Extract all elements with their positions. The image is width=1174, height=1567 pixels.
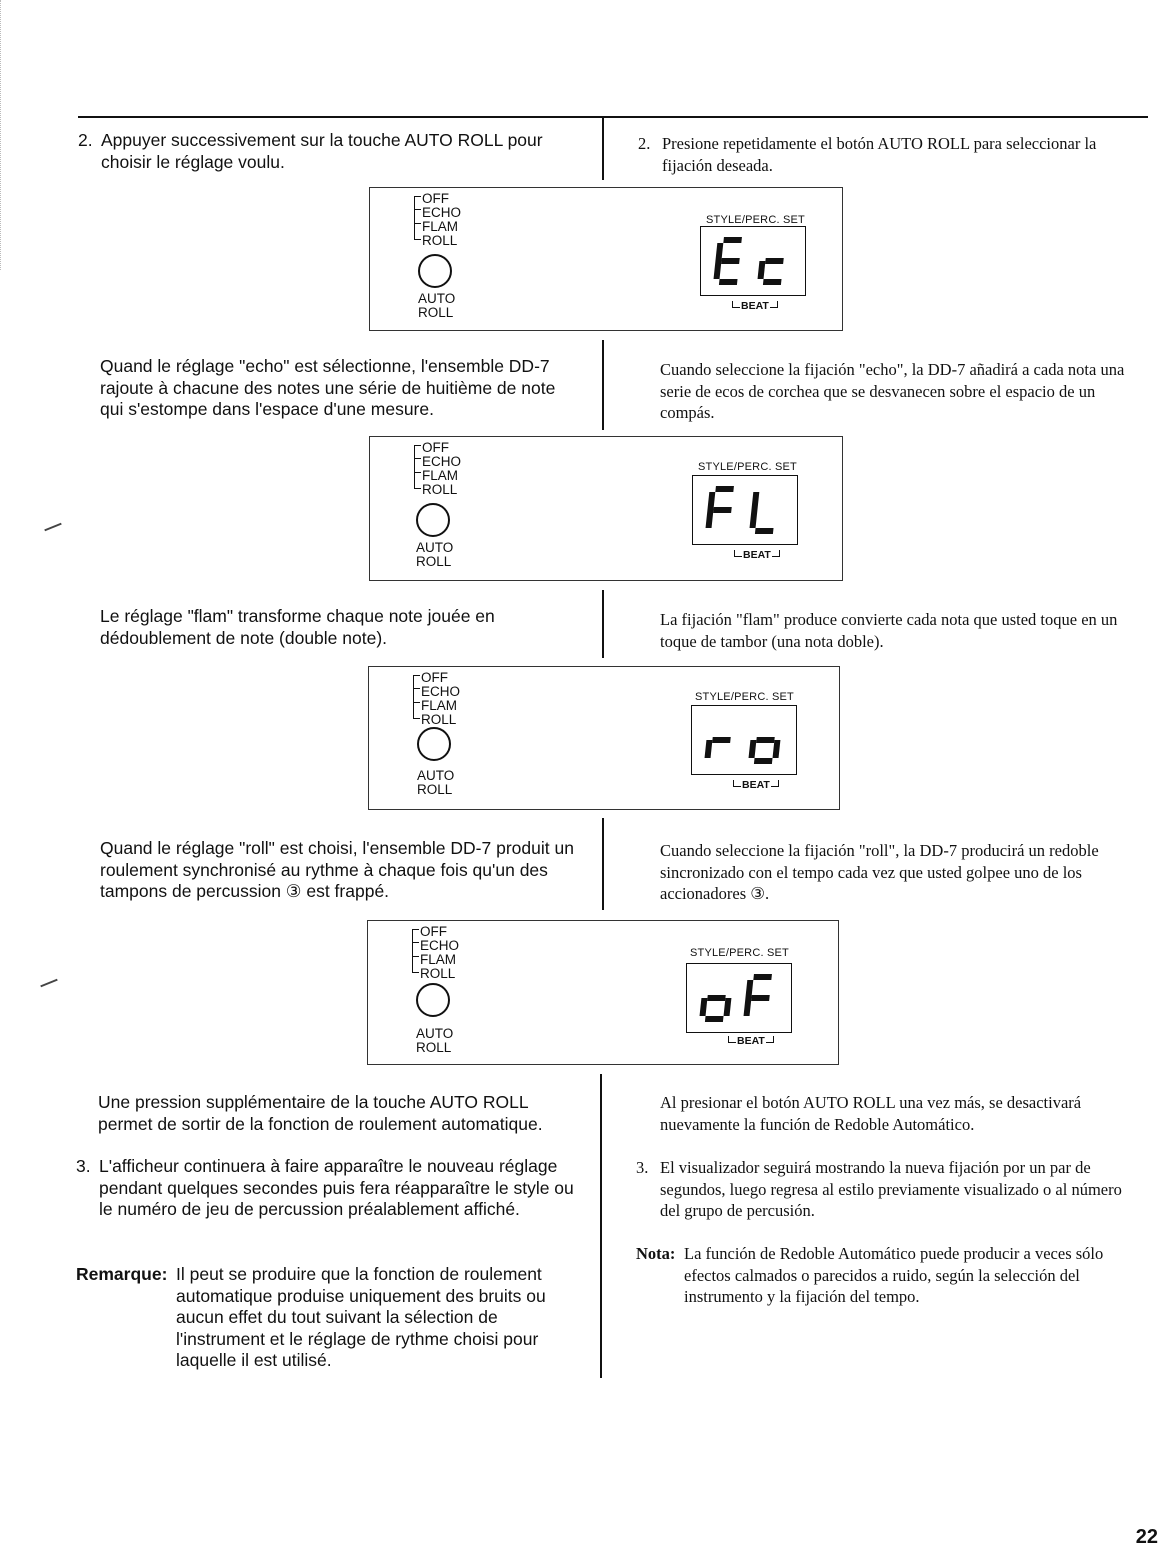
- option-off: OFF: [420, 924, 447, 939]
- selector-bracket: [414, 196, 421, 240]
- lcd-segment: [753, 974, 772, 980]
- lcd-digits: [701, 227, 805, 295]
- option-off: OFF: [422, 440, 449, 455]
- lcd-digit-group: [704, 737, 781, 764]
- lcd-segment: [705, 1016, 724, 1022]
- lcd-display: [692, 475, 798, 545]
- lcd-digits: [687, 964, 791, 1032]
- lcd-title: STYLE/PERC. SET: [695, 691, 794, 703]
- fr-remarque-label: Remarque:: [76, 1264, 168, 1284]
- lcd-segment: [765, 258, 784, 264]
- fr-off-paragraph: Une pression supplémentaire de la touche AUTO ROLL permet de sortir de la fonction de roulement automatique.: [98, 1092, 543, 1134]
- option-list: [422, 192, 461, 248]
- knob-label-roll: ROLL: [416, 554, 452, 569]
- auto-roll-diagram-off: [367, 920, 839, 1065]
- knob-label: [418, 291, 456, 320]
- lcd-digits: [693, 476, 797, 544]
- knob-label-roll: ROLL: [417, 782, 453, 797]
- option-off: OFF: [421, 670, 448, 685]
- column-divider: [602, 118, 604, 180]
- lcd-segment: [749, 740, 757, 758]
- lcd-segment: [706, 510, 714, 528]
- lcd-digit-group: [705, 486, 778, 534]
- scan-speck: [40, 979, 57, 988]
- fr-step-2: [78, 130, 578, 173]
- auto-roll-diagram-echo: [369, 187, 843, 331]
- lcd-segment: [751, 492, 759, 510]
- fr-step-3-text: L'afficheur continuera à faire apparaître le nouveau réglage pendant quelques secondes puis fera réapparaître le style ou le numéro de jeu de percussion préalablement affiché.: [99, 1156, 574, 1219]
- selector-bracket: [412, 929, 419, 973]
- knob-label-roll: ROLL: [416, 1040, 452, 1055]
- top-rule: [78, 116, 1148, 118]
- fr-step-2-number: 2.: [78, 130, 93, 150]
- option-roll: ROLL: [422, 233, 458, 248]
- lcd-title: STYLE/PERC. SET: [706, 214, 805, 226]
- scan-edge-artifact: [0, 0, 13, 270]
- option-list: [420, 925, 459, 981]
- lcd-digit-group: [713, 237, 786, 285]
- option-echo: ECHO: [422, 454, 462, 469]
- option-roll: ROLL: [422, 482, 458, 497]
- beat-label: BEAT: [733, 779, 779, 791]
- fr-step-3: [76, 1156, 576, 1221]
- column-divider: [602, 590, 604, 658]
- page-number: 22: [1135, 1526, 1158, 1548]
- es-step-3-text: El visualizador seguirá mostrando la nueva fijación por un par de segundos, luego regresa al estilo previamente visualizado o al número del grupo de percusión.: [660, 1158, 1122, 1220]
- lcd-segment: [744, 998, 752, 1016]
- scan-speck: [44, 523, 61, 532]
- auto-roll-knob[interactable]: [418, 254, 452, 288]
- es-nota: [636, 1243, 1136, 1308]
- knob-label-auto: AUTO: [418, 291, 456, 306]
- column-divider: [602, 818, 604, 910]
- option-echo: ECHO: [421, 684, 461, 699]
- beat-label: BEAT: [734, 549, 780, 561]
- lcd-segment: [700, 998, 708, 1016]
- lcd-digit-group: [699, 974, 772, 1022]
- lcd-segment: [723, 237, 742, 243]
- knob-label-auto: AUTO: [416, 540, 454, 555]
- lcd-segment: [713, 507, 732, 513]
- lcd-display: [700, 226, 806, 296]
- lcd-segment: [754, 758, 773, 764]
- option-roll: ROLL: [421, 712, 457, 727]
- lcd-title: STYLE/PERC. SET: [690, 947, 789, 959]
- es-nota-text: La función de Redoble Automático puede producir a veces sólo efectos calmados o parecidos a ruido, según la selección del instrumento y la fijación del tempo.: [684, 1244, 1104, 1306]
- lcd-display: [686, 963, 792, 1033]
- lcd-segment: [712, 737, 731, 743]
- auto-roll-knob[interactable]: [416, 503, 450, 537]
- knob-label: [416, 540, 454, 569]
- es-step-2-number: 2.: [638, 134, 651, 153]
- auto-roll-knob[interactable]: [417, 727, 451, 761]
- knob-label-auto: AUTO: [417, 768, 455, 783]
- knob-label: [416, 1026, 454, 1055]
- knob-label-roll: ROLL: [418, 305, 454, 320]
- lcd-segment: [705, 740, 713, 758]
- fr-remarque-text: Il peut se produire que la fonction de roulement automatique produise uniquement des bruits ou aucun effet du tout suivant la sélection de l'instrument et le réglage de rythme choisi pour laquelle il est utilisé.: [176, 1264, 546, 1370]
- column-divider: [600, 1074, 602, 1378]
- selector-bracket: [413, 675, 420, 719]
- es-off-paragraph: Al presionar el botón AUTO ROLL una vez más, se desactivará nuevamente la función de Redoble Automático.: [660, 1093, 1082, 1134]
- es-step-3: [636, 1157, 1136, 1222]
- lcd-segment: [751, 995, 770, 1001]
- fr-echo-paragraph: Quand le réglage "echo" est sélectionne, l'ensemble DD-7 rajoute à chacune des notes une série de huitième de note qui s'estompe dans l'espace d'une mesure.: [100, 356, 556, 419]
- lcd-segment: [707, 995, 726, 1001]
- fr-flam-paragraph: Le réglage "flam" transforme chaque note jouée en dédoublement de note (double note).: [100, 606, 495, 648]
- option-list: [421, 671, 460, 727]
- lcd-title: STYLE/PERC. SET: [698, 461, 797, 473]
- lcd-segment: [750, 510, 758, 528]
- option-flam: FLAM: [422, 468, 459, 483]
- fr-roll-paragraph: Quand le réglage "roll" est choisi, l'ensemble DD-7 produit un roulement synchronisé au rythme à chaque fois qu'un des tampons de percussion ③ est frappé.: [100, 838, 574, 901]
- beat-label: BEAT: [732, 300, 778, 312]
- option-echo: ECHO: [420, 938, 460, 953]
- lcd-display: [691, 705, 797, 775]
- fr-remarque: [76, 1264, 586, 1372]
- option-echo: ECHO: [422, 205, 462, 220]
- lcd-segment: [755, 528, 774, 534]
- knob-label-auto: AUTO: [416, 1026, 454, 1041]
- lcd-segment: [719, 279, 738, 285]
- lcd-segment: [714, 261, 722, 279]
- option-flam: FLAM: [422, 219, 459, 234]
- beat-label: BEAT: [728, 1035, 774, 1047]
- es-roll-paragraph: Cuando seleccione la fijación "roll", la DD-7 producirá un redoble sincronizado con el tempo cada vez que usted golpee uno de los accionadores ③.: [660, 841, 1099, 903]
- option-flam: FLAM: [420, 952, 457, 967]
- knob-label: [417, 768, 455, 797]
- option-off: OFF: [422, 191, 449, 206]
- option-roll: ROLL: [420, 966, 456, 981]
- fr-step-2-text: Appuyer successivement sur la touche AUTO ROLL pour choisir le réglage voulu.: [101, 130, 543, 172]
- es-step-2: [638, 133, 1138, 176]
- fr-step-3-number: 3.: [76, 1156, 91, 1176]
- es-echo-paragraph: Cuando seleccione la fijación "echo", la DD-7 añadirá a cada nota una serie de ecos de corchea que se desvanecen sobre el espacio de un compás.: [660, 360, 1125, 422]
- lcd-segment: [715, 486, 734, 492]
- auto-roll-knob[interactable]: [416, 983, 450, 1017]
- es-step-2-text: Presione repetidamente el botón AUTO ROLL para seleccionar la fijación deseada.: [662, 134, 1097, 175]
- lcd-segment: [756, 737, 775, 743]
- selector-bracket: [414, 445, 421, 489]
- lcd-digits: [692, 706, 796, 774]
- column-divider: [602, 340, 604, 430]
- lcd-segment: [763, 279, 782, 285]
- lcd-segment: [758, 261, 766, 279]
- es-nota-label: Nota:: [636, 1244, 676, 1263]
- lcd-segment: [721, 258, 740, 264]
- es-step-3-number: 3.: [636, 1158, 649, 1177]
- option-flam: FLAM: [421, 698, 458, 713]
- es-flam-paragraph: La fijación "flam" produce convierte cada nota que usted toque en un toque de tambor (una nota doble).: [660, 610, 1118, 651]
- auto-roll-diagram-roll: [368, 666, 840, 810]
- option-list: [422, 441, 461, 497]
- auto-roll-diagram-flam: [369, 436, 843, 581]
